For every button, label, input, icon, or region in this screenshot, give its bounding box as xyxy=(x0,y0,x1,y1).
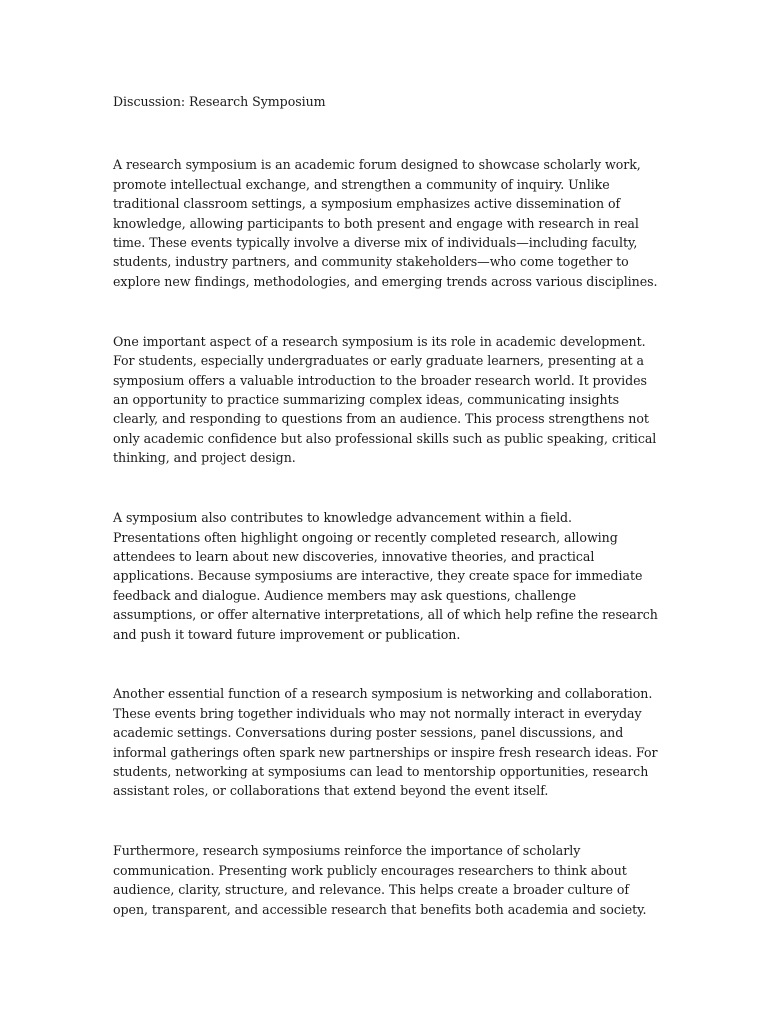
document-title: Discussion: Research Symposium xyxy=(113,94,326,109)
paragraph-4: Another essential function of a research symposium is networking and collaboration. These events bring together individuals who may not normally interact in everyday academic settings. Conversations during poster sessions, panel discussions, and informal gatherings often spark new partnerships or inspire fresh research ideas. For students, networking at symposiums can lead to mentorship opportunities, research assistant roles, or collaborations that extend beyond the event itself. xyxy=(113,686,658,799)
paragraph-1: A research symposium is an academic forum designed to showcase scholarly work, promote intellectual exchange, and strengthen a community of inquiry. Unlike traditional classroom settings, a symposium emphasizes active dissemination of knowledge, allowing participants to both present and engage with research in real time. These events typically involve a diverse mix of individuals—including faculty, students, industry partners, and community stakeholders—who come together to explore new findings, methodologies, and emerging trends across various disciplines. xyxy=(113,157,658,289)
paragraph-3: A symposium also contributes to knowledge advancement within a field. Presentations often highlight ongoing or recently completed research, allowing attendees to learn about new discoveries, innovative theories, and practical applications. Because symposiums are interactive, they create space for immediate feedback and dialogue. Audience members may ask questions, challenge assumptions, or offer alternative interpretations, all of which help refine the research and push it toward future improvement or publication. xyxy=(113,510,658,642)
paragraph-5: Furthermore, research symposiums reinforce the importance of scholarly communication. Presenting work publicly encourages researchers to think about audience, clarity, structure, and relevance. This helps create a broader culture of open, transparent, and accessible research that benefits both academia and society. xyxy=(113,843,647,917)
document-body xyxy=(113,92,661,919)
paragraph-2: One important aspect of a research symposium is its role in academic development. For students, especially undergraduates or early graduate learners, presenting at a symposium offers a valuable introduction to the broader research world. It provides an opportunity to practice summarizing complex ideas, communicating insights clearly, and responding to questions from an audience. This process strengthens not only academic confidence but also professional skills such as public speaking, critical thinking, and project design. xyxy=(113,333,657,466)
